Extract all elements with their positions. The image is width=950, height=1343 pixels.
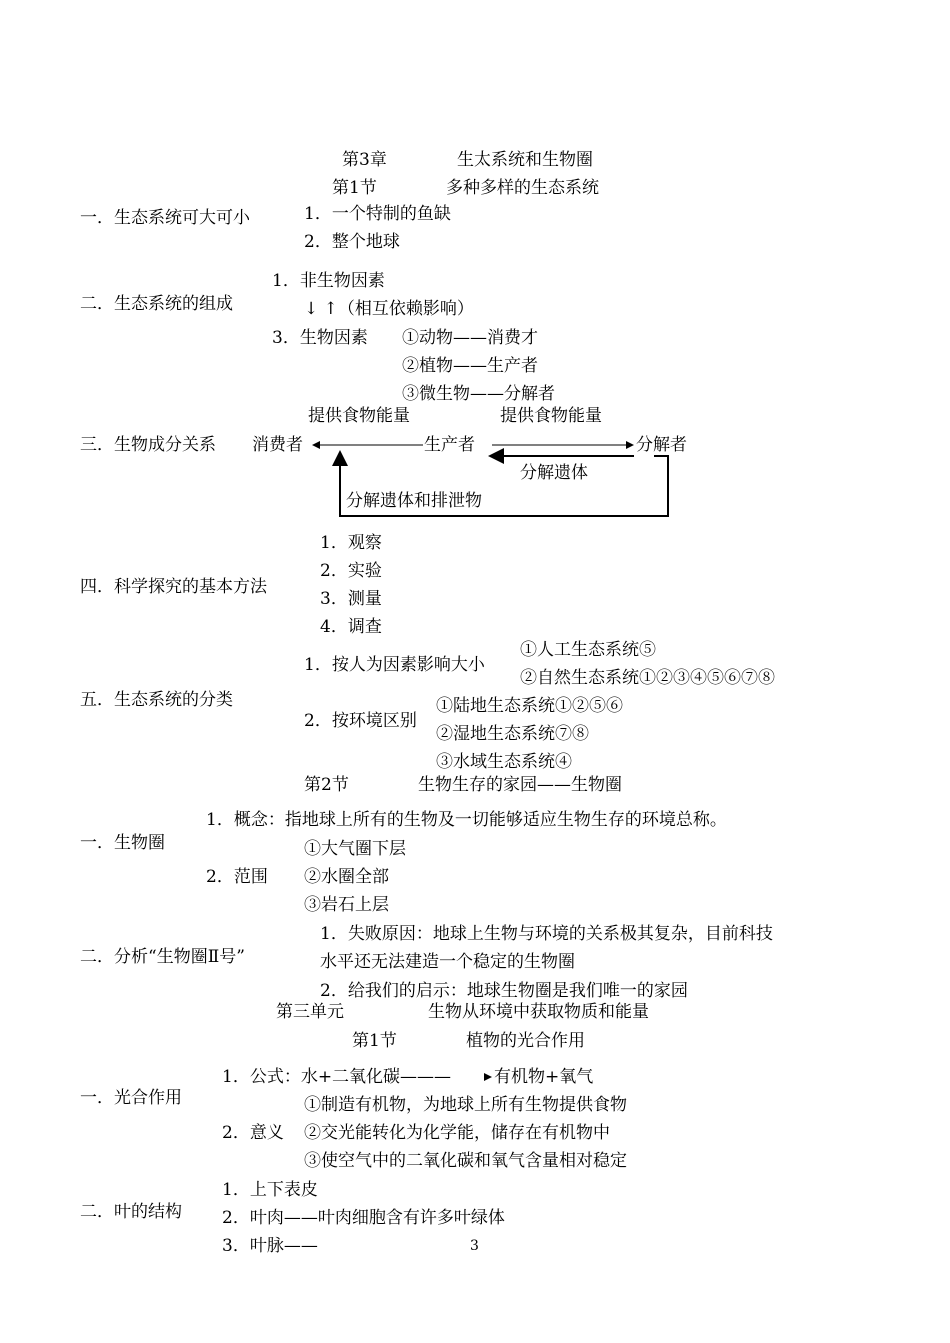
chapter-title: 生太系统和生物圈: [457, 150, 593, 170]
sub-item: ②湿地生态系统⑦⑧: [436, 724, 589, 744]
node-consumer: 消费者: [252, 435, 303, 455]
label-food-energy-right: 提供食物能量: [500, 406, 602, 426]
heading-biosphere-2: 二．分析“生物圈Ⅱ号”: [80, 947, 245, 967]
list-item: 2．按环境区别: [304, 711, 417, 731]
list-item: 3．生物因素: [272, 328, 368, 348]
list-item: 3．叶脉——: [222, 1236, 318, 1256]
list-item: 1．失败原因：地球上生物与环境的关系极其复杂，目前科技: [320, 924, 773, 944]
sub-item: ③水域生态系统④: [436, 752, 572, 772]
section-title: 多种多样的生态系统: [446, 178, 599, 198]
label-food-energy-left: 提供食物能量: [308, 406, 410, 426]
list-item: 1．概念：指地球上所有的生物及一切能够适应生物生存的环境总称。: [206, 810, 727, 830]
list-item: 2．整个地球: [304, 232, 400, 252]
chapter-number: 第3章: [342, 150, 387, 170]
unit-title: 生物从环境中获取物质和能量: [428, 1002, 649, 1022]
sub-item: ②交光能转化为化学能，储存在有机物中: [304, 1123, 610, 1143]
heading-scientific-methods: 四．科学探究的基本方法: [80, 577, 267, 597]
section-number: 第1节: [332, 178, 377, 198]
label-decompose-remains-excreta: 分解遗体和排泄物: [346, 491, 482, 511]
section-title: 植物的光合作用: [466, 1031, 585, 1051]
sub-item: ①动物——消费才: [402, 328, 538, 348]
sub-item: ②水圈全部: [304, 867, 389, 887]
formula-suffix: 有机物+氧气: [494, 1067, 594, 1087]
section-number: 第2节: [304, 775, 349, 795]
section-title: 生物生存的家园——生物圈: [418, 775, 622, 795]
label-decompose-remains: 分解遗体: [520, 463, 588, 483]
sub-item: ③岩石上层: [304, 895, 389, 915]
unit-label: 第三单元: [276, 1002, 344, 1022]
sub-item: ③微生物——分解者: [402, 384, 555, 404]
heading-ecosystem-size: 一．生态系统可大可小: [80, 208, 250, 228]
heading-component-relations: 三．生物成分关系: [80, 435, 216, 455]
list-item-continued: 水平还无法建造一个稳定的生物圈: [320, 952, 575, 972]
heading-photosynthesis: 一．光合作用: [80, 1088, 182, 1108]
heading-ecosystem-classification: 五．生态系统的分类: [80, 690, 233, 710]
list-item: 1．一个特制的鱼缺: [304, 204, 451, 224]
list-item: 2．范围: [206, 867, 268, 887]
list-item: 2．意义: [222, 1123, 284, 1143]
sub-item: ①大气圈下层: [304, 839, 406, 859]
section-number: 第1节: [352, 1031, 397, 1051]
heading-leaf-structure: 二．叶的结构: [80, 1202, 182, 1222]
sub-item: ①人工生态系统⑤: [520, 640, 656, 660]
list-item: 3．测量: [320, 589, 382, 609]
formula-prefix: 1．公式：水+二氧化碳———: [222, 1067, 452, 1087]
node-producer: 生产者: [424, 435, 475, 455]
list-item: 1．观察: [320, 533, 382, 553]
list-item: 4．调查: [320, 617, 382, 637]
heading-biosphere: 一．生物圈: [80, 833, 165, 853]
sub-item: ②自然生态系统①②③④⑤⑥⑦⑧: [520, 668, 775, 688]
list-item: 1．非生物因素: [272, 271, 385, 291]
page-number: 3: [470, 1238, 479, 1254]
heading-ecosystem-composition: 二．生态系统的组成: [80, 294, 233, 314]
sub-item: ③使空气中的二氧化碳和氧气含量相对稳定: [304, 1151, 627, 1171]
list-item: 2．给我们的启示：地球生物圈是我们唯一的家园: [320, 981, 688, 1001]
sub-item: ①制造有机物，为地球上所有生物提供食物: [304, 1095, 627, 1115]
sub-item: ②植物——生产者: [402, 356, 538, 376]
node-decomposer: 分解者: [636, 435, 687, 455]
list-item: 1．按人为因素影响大小: [304, 655, 485, 675]
list-item: 2．叶肉——叶肉细胞含有许多叶绿体: [222, 1208, 505, 1228]
sub-item: ①陆地生态系统①②⑤⑥: [436, 696, 623, 716]
list-item: 2．实验: [320, 561, 382, 581]
interdependence-arrows: ↓ ↑（相互依赖影响）: [304, 299, 474, 319]
list-item: 1．上下表皮: [222, 1180, 318, 1200]
